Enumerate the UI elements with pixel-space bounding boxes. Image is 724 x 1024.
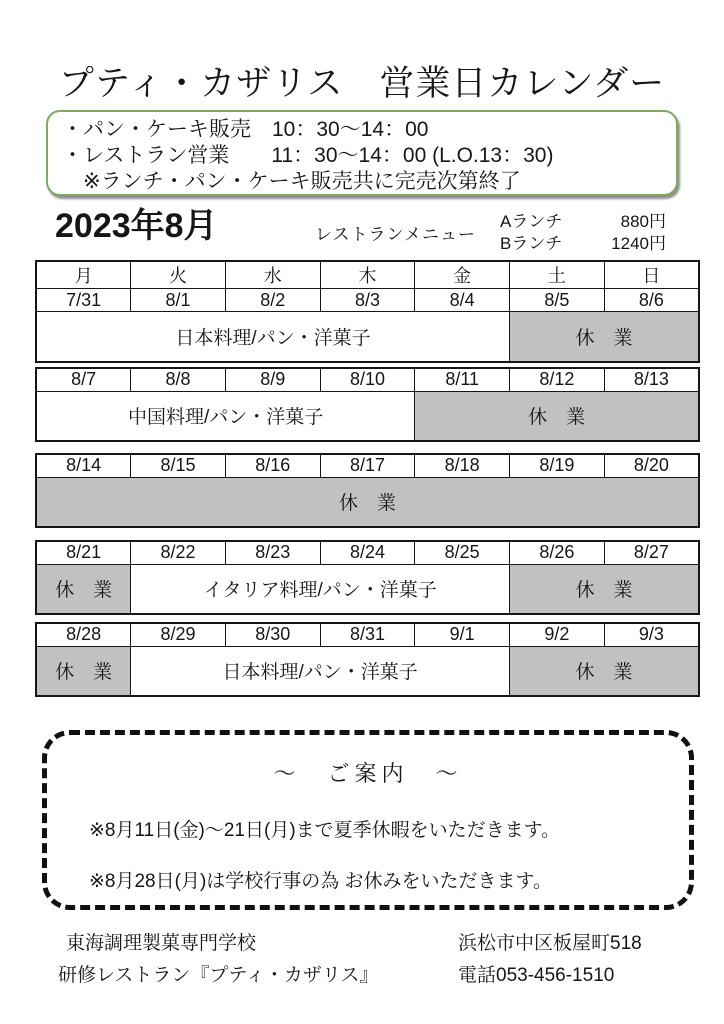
weekday-header-row xyxy=(36,261,699,289)
date-cell: 8/7 xyxy=(36,368,131,391)
date-cell: 8/10 xyxy=(320,368,415,391)
schedule-row xyxy=(36,564,699,614)
schedule-closed-cell: 休 業 xyxy=(415,391,699,441)
date-cell: 9/3 xyxy=(604,623,699,646)
calendar-week-1 xyxy=(35,260,700,363)
notice-line-school-event: ※8月28日(月)は学校行事の為 お休みをいただきます。 xyxy=(89,871,553,892)
date-cell: 8/18 xyxy=(415,454,510,477)
footer-phone: 電話053-456-1510 xyxy=(458,965,615,986)
date-cell: 8/13 xyxy=(604,368,699,391)
restaurant-menu-label: レストランメニュー xyxy=(315,225,476,244)
date-cell: 8/19 xyxy=(510,454,605,477)
date-cell: 8/26 xyxy=(510,541,605,564)
date-cell: 8/14 xyxy=(36,454,131,477)
date-row xyxy=(36,454,699,477)
date-cell: 8/16 xyxy=(225,454,320,477)
schedule-open-cell: 中国料理/パン・洋菓子 xyxy=(36,391,415,441)
date-cell: 8/12 xyxy=(510,368,605,391)
menu-item-price: 880円 xyxy=(620,212,666,231)
date-cell: 8/20 xyxy=(604,454,699,477)
date-row xyxy=(36,368,699,391)
day-header-cell: 火 xyxy=(131,261,226,289)
date-cell: 8/4 xyxy=(415,289,510,312)
schedule-open-cell: イタリア料理/パン・洋菓子 xyxy=(131,564,510,614)
schedule-row xyxy=(36,312,699,362)
date-cell: 8/23 xyxy=(225,541,320,564)
info-line-restaurant-hours: ・レストラン営業 11：30～14：00 (L.O.13：30) xyxy=(62,144,554,167)
footer-address: 浜松市中区板屋町518 xyxy=(458,933,642,954)
footer-restaurant-name: 研修レストラン『プティ・カザリス』 xyxy=(58,965,379,986)
footer-right-block xyxy=(458,928,642,992)
day-header-cell: 土 xyxy=(510,261,605,289)
schedule-open-cell: 日本料理/パン・洋菓子 xyxy=(131,646,510,696)
footer-left-block xyxy=(58,928,379,992)
calendar-week-2 xyxy=(35,367,700,442)
date-row xyxy=(36,289,699,312)
date-cell: 8/30 xyxy=(225,623,320,646)
date-cell: 8/31 xyxy=(320,623,415,646)
calendar-week-3 xyxy=(35,453,700,528)
date-cell: 8/29 xyxy=(131,623,226,646)
date-cell: 8/8 xyxy=(131,368,226,391)
footer-school-name: 東海調理製菓専門学校 xyxy=(66,933,257,954)
date-cell: 8/17 xyxy=(320,454,415,477)
schedule-closed-cell: 休 業 xyxy=(510,564,699,614)
schedule-row xyxy=(36,477,699,527)
date-cell: 8/5 xyxy=(510,289,605,312)
date-cell: 8/21 xyxy=(36,541,131,564)
page-title: プティ・カザリス 営業日カレンダー xyxy=(58,64,666,103)
schedule-row xyxy=(36,391,699,441)
date-cell: 8/15 xyxy=(131,454,226,477)
date-cell: 8/25 xyxy=(415,541,510,564)
date-cell: 8/27 xyxy=(604,541,699,564)
notice-box xyxy=(42,730,694,910)
info-line-bakery-hours: ・パン・ケーキ販売 10：30～14：00 xyxy=(62,118,429,141)
date-cell: 8/2 xyxy=(225,289,320,312)
date-cell: 8/3 xyxy=(320,289,415,312)
date-cell: 8/24 xyxy=(320,541,415,564)
schedule-closed-cell: 休 業 xyxy=(36,564,131,614)
date-cell: 8/1 xyxy=(131,289,226,312)
date-cell: 8/28 xyxy=(36,623,131,646)
info-line-soldout-note: ※ランチ・パン・ケーキ販売共に完売次第終了 xyxy=(62,170,521,193)
menu-row-b-lunch xyxy=(500,233,666,255)
menu-row-a-lunch xyxy=(500,211,666,233)
date-cell: 8/22 xyxy=(131,541,226,564)
day-header-cell: 金 xyxy=(415,261,510,289)
date-cell: 9/2 xyxy=(510,623,605,646)
schedule-closed-cell: 休 業 xyxy=(36,477,699,527)
date-cell: 9/1 xyxy=(415,623,510,646)
day-header-cell: 水 xyxy=(225,261,320,289)
schedule-closed-cell: 休 業 xyxy=(510,312,699,362)
notice-title: ～ ご案内 ～ xyxy=(273,761,463,786)
date-cell: 7/31 xyxy=(36,289,131,312)
date-cell: 8/9 xyxy=(225,368,320,391)
date-cell: 8/11 xyxy=(415,368,510,391)
schedule-closed-cell: 休 業 xyxy=(36,646,131,696)
schedule-open-cell: 日本料理/パン・洋菓子 xyxy=(36,312,510,362)
day-header-cell: 月 xyxy=(36,261,131,289)
notice-line-summer-holiday: ※8月11日(金)～21日(月)まで夏季休暇をいただきます。 xyxy=(89,820,561,841)
date-row xyxy=(36,541,699,564)
calendar-week-5 xyxy=(35,622,700,697)
day-header-cell: 日 xyxy=(604,261,699,289)
menu-item-name: Bランチ xyxy=(500,234,563,253)
schedule-closed-cell: 休 業 xyxy=(510,646,699,696)
day-header-cell: 木 xyxy=(320,261,415,289)
menu-item-price: 1240円 xyxy=(611,234,666,253)
lunch-menu-price-list xyxy=(500,211,666,255)
date-cell: 8/6 xyxy=(604,289,699,312)
menu-item-name: Aランチ xyxy=(500,212,563,231)
date-row xyxy=(36,623,699,646)
schedule-row xyxy=(36,646,699,696)
month-title: 2023年8月 xyxy=(55,207,218,245)
calendar-week-4 xyxy=(35,540,700,615)
hours-info-box xyxy=(46,110,678,196)
